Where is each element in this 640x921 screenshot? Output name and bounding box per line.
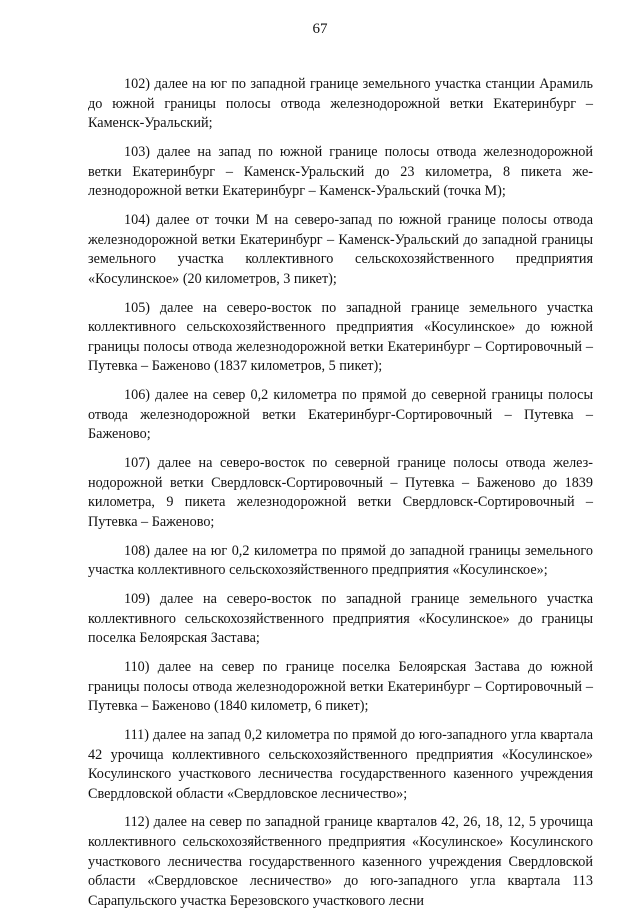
- paragraph-107: 107) далее на северо-восток по северной границе полосы отвода железнодорожной ветки Свердловск-Сортировочный – Путевка – Баженово до 1839 километра, 9 пикета железнодорожной ветки Свердловск-Сортировочный – Путевка – Баженово;: [88, 455, 593, 530]
- paragraph-105: 105) далее на северо-восток по западной границе земельного участка коллективного сельскохозяйственного предприятия «Косулинское» до южной границы полосы отвода железнодорожной ветки Екатеринбург – Сортировочный – Путевка – Баженово (1837 километров, 5 пикет);: [88, 299, 593, 375]
- paragraph-112: 112) далее на север по западной границе кварталов 42, 26, 18, 12, 5 урочища коллективного сельскохозяйственного предприятия «Косулинское» Косулинского участкового лесничества государственного казенного учреждения Свердловской области «Свердловское лесничество» до юго-западного угла квартала 113 Сарапульского участка Березовского участкового лесни: [88, 814, 593, 909]
- paragraph-102: 102) далее на юг по западной границе земельного участка станции Арамиль до южной границы полосы отвода железнодорожной ветки Екатеринбург – Каменск-Уральский;: [88, 76, 593, 132]
- document-body: [88, 75, 593, 921]
- paragraph-106: 106) далее на север 0,2 километра по прямой до северной границы полосы отвода железнодорожной ветки Екатеринбург-Сортировочный – Путевка – Баженово;: [88, 387, 593, 443]
- page-number: 67: [312, 21, 328, 37]
- paragraph-109: 109) далее на северо-восток по западной границе земельного участка коллективного сельскохозяйственного предприятия «Косулинское» до границы поселка Белоярская Застава;: [88, 590, 593, 647]
- paragraph-108: 108) далее на юг 0,2 километра по прямой до западной границы земельного участка коллективного сельскохозяйственного предприятия «Косулинское»;: [88, 542, 593, 579]
- paragraph-111: 111) далее на запад 0,2 километра по прямой до юго-западного угла квартала 42 урочища коллективного сельскохозяйственного предприятия «Косулинское» Косулинского участкового лесничества государственного казенного учреждения Свердловской области «Свердловское лесничество»;: [88, 726, 593, 802]
- paragraph-110: 110) далее на север по границе поселка Белоярская Застава до южной границы полосы отвода железнодорожной ветки Екатеринбург – Сортировочный – Путевка – Баженово (1840 километр, 6 пикет);: [88, 658, 593, 715]
- paragraph-103: 103) далее на запад по южной границе полосы отвода железнодорожной ветки Екатеринбург – Каменск-Уральский до 23 километра, 8 пикета железнодорожной ветки Екатеринбург – Каменск-Уральский (точка М);: [88, 143, 593, 200]
- paragraph-104: 104) далее от точки М на северо-запад по южной границе полосы отвода железнодорожной ветки Екатеринбург – Каменск-Уральский до западной границы земельного участка коллективного сельскохозяйственного предприятия «Косулинское» (20 километров, 3 пикет);: [88, 211, 593, 287]
